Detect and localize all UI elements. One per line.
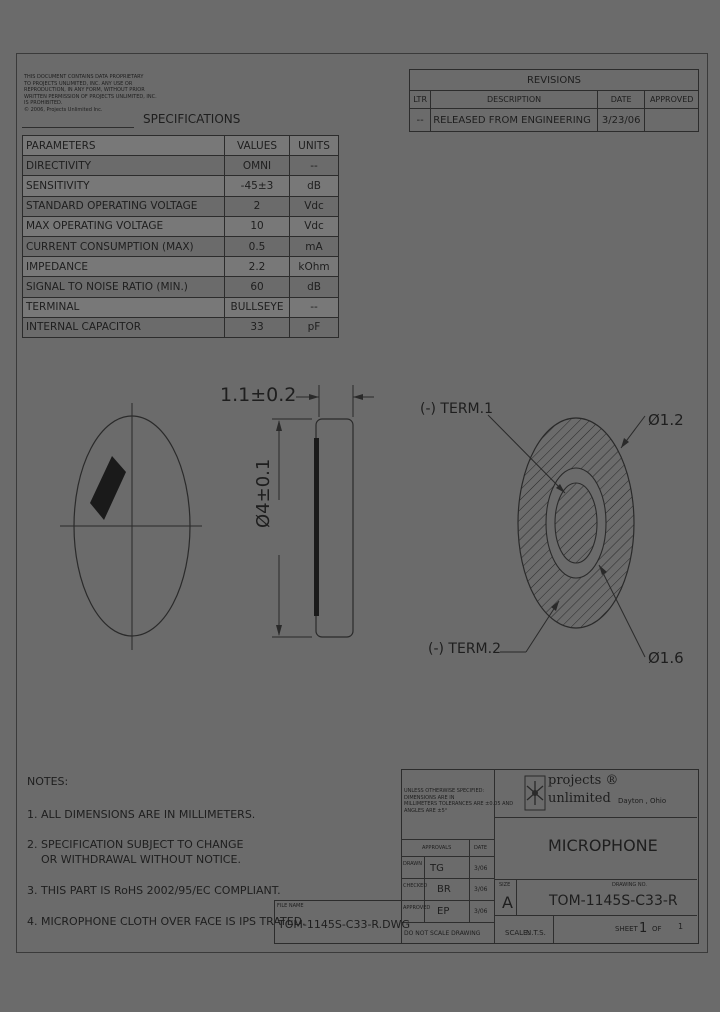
unit-cell: -- xyxy=(290,297,339,317)
diameter-dimension: Ø4±0.1 xyxy=(253,458,274,528)
param-cell: STANDARD OPERATING VOLTAGE xyxy=(23,196,225,216)
tb-divider xyxy=(553,915,554,943)
company-location: Dayton , Ohio xyxy=(618,797,667,805)
arrowhead xyxy=(276,420,282,431)
arrowhead xyxy=(353,394,363,400)
tb-divider xyxy=(401,839,495,840)
cloth-face-marking xyxy=(90,456,126,520)
size-value: A xyxy=(502,893,513,912)
approved-by: EP xyxy=(437,906,450,917)
specifications-heading: SPECIFICATIONS xyxy=(143,112,241,126)
size-label: SIZE xyxy=(499,882,511,888)
do-not-scale-note: DO NOT SCALE DRAWING xyxy=(404,930,481,937)
param-cell: SENSITIVITY xyxy=(23,176,225,196)
checked-label: CHECKED xyxy=(403,883,428,889)
company-name-line1: projects ® xyxy=(548,773,619,788)
checked-by: BR xyxy=(437,884,451,895)
drawn-by: TG xyxy=(430,863,444,874)
drawing-number: TOM-1145S-C33-R xyxy=(549,893,678,909)
approved-date: 3/06 xyxy=(474,908,488,915)
checked-date: 3/06 xyxy=(474,886,488,893)
unit-cell: dB xyxy=(290,176,339,196)
param-cell: MAX OPERATING VOLTAGE xyxy=(23,216,225,236)
notice-line: TO PROJECTS UNLIMITED, INC. ANY USE OR xyxy=(24,80,133,87)
notice-line: © 2006, Projects Unlimited Inc. xyxy=(24,106,103,113)
tb-divider xyxy=(401,878,495,879)
header-parameters: PARAMETERS xyxy=(23,136,225,156)
term1-label: (-) TERM.1 xyxy=(420,401,493,417)
notice-line: THIS DOCUMENT CONTAINS DATA PROPRIETARY xyxy=(24,74,144,80)
drawn-date: 3/06 xyxy=(474,865,488,872)
unit-cell: Vdc xyxy=(290,196,339,216)
unit-cell: Vdc xyxy=(290,216,339,236)
drawn-label: DRAWN xyxy=(403,861,422,867)
tolerance-line: ANGLES ARE ±5° xyxy=(404,807,448,814)
tb-divider xyxy=(516,879,517,915)
value-cell: 33 xyxy=(225,317,290,337)
tb-divider xyxy=(424,856,425,922)
param-cell: INTERNAL CAPACITOR xyxy=(23,317,225,337)
date-header: DATE xyxy=(474,845,488,851)
notice-line: REPRODUCTION, IN ANY FORM, WITHOUT PRIOR xyxy=(24,87,145,94)
tb-divider xyxy=(494,879,697,880)
sheet-total: 1 xyxy=(678,922,684,931)
notes-title: NOTES: xyxy=(27,775,69,788)
arrowhead xyxy=(276,625,282,636)
value-cell: BULLSEYE xyxy=(225,297,290,317)
note-item: 1. ALL DIMENSIONS ARE IN MILLIMETERS. xyxy=(27,808,256,821)
tolerance-note xyxy=(404,788,513,814)
header-description: DESCRIPTION xyxy=(431,91,598,109)
rear-view xyxy=(488,415,645,657)
unit-cell: dB xyxy=(290,277,339,297)
approvals-header: APPROVALS xyxy=(422,845,452,851)
outer-diameter-label: Ø1.6 xyxy=(648,649,684,667)
revisions-title: REVISIONS xyxy=(410,70,699,91)
front-view xyxy=(60,403,202,650)
tb-divider xyxy=(469,839,470,922)
tb-divider xyxy=(494,915,697,916)
value-cell: -45±3 xyxy=(225,176,290,196)
value-cell: 60 xyxy=(225,277,290,297)
scale-label: SCALE: xyxy=(505,929,530,937)
rev-description: RELEASED FROM ENGINEERING xyxy=(431,109,598,132)
header-values: VALUES xyxy=(225,136,290,156)
value-cell: 10 xyxy=(225,216,290,236)
term2-label: (-) TERM.2 xyxy=(428,641,501,657)
sheet-number: 1 xyxy=(639,921,648,936)
note-item: OR WITHDRAWAL WITHOUT NOTICE. xyxy=(41,853,241,866)
note-item: 2. SPECIFICATION SUBJECT TO CHANGE xyxy=(27,838,244,851)
param-cell: IMPEDANCE xyxy=(23,257,225,277)
unit-cell: -- xyxy=(290,156,339,176)
tb-divider xyxy=(401,922,495,923)
tb-divider xyxy=(401,856,495,857)
side-view-outline xyxy=(316,419,353,637)
header-date: DATE xyxy=(597,91,644,109)
tolerance-line: DIMENSIONS ARE IN xyxy=(404,794,455,801)
approved-label: APPROVED xyxy=(403,905,431,911)
value-cell: 2 xyxy=(225,196,290,216)
unit-cell: mA xyxy=(290,236,339,256)
drawing-no-label: DRAWING NO. xyxy=(612,882,647,888)
value-cell: 2.2 xyxy=(225,257,290,277)
tolerance-line: UNLESS OTHERWISE SPECIFIED: xyxy=(404,788,485,794)
value-cell: 0.5 xyxy=(225,236,290,256)
sheet-label: SHEET xyxy=(615,925,638,933)
header-units: UNITS xyxy=(290,136,339,156)
notice-line: IS PROHIBITED. xyxy=(24,100,63,107)
rev-ltr: -- xyxy=(410,109,431,132)
arrowhead xyxy=(309,394,319,400)
param-cell: CURRENT CONSUMPTION (MAX) xyxy=(23,236,225,256)
param-cell: TERMINAL xyxy=(23,297,225,317)
file-name-label: FILE NAME xyxy=(277,903,304,909)
thickness-dimension: 1.1±0.2 xyxy=(220,384,297,406)
note-item: 3. THIS PART IS RoHS 2002/95/EC COMPLIANT. xyxy=(27,884,281,897)
param-cell: SIGNAL TO NOISE RATIO (MIN.) xyxy=(23,277,225,297)
rev-date: 3/23/06 xyxy=(597,109,644,132)
note-item: 4. MICROPHONE CLOTH OVER FACE IS IPS TRATED. xyxy=(27,915,306,928)
notice-line: WRITTEN PERMISSION OF PROJECTS UNLIMITED, INC. xyxy=(24,93,157,100)
inner-diameter-label: Ø1.2 xyxy=(648,411,684,429)
side-terminal-strip xyxy=(314,438,319,616)
side-view xyxy=(272,385,374,637)
header-ltr: LTR xyxy=(410,91,431,109)
company-name-line2: unlimited xyxy=(548,791,611,806)
value-cell: OMNI xyxy=(225,156,290,176)
header-approved: APPROVED xyxy=(645,91,699,109)
unit-cell: pF xyxy=(290,317,339,337)
center-terminal xyxy=(555,483,597,563)
unit-cell: kOhm xyxy=(290,257,339,277)
of-label: OF xyxy=(652,925,662,933)
param-cell: DIRECTIVITY xyxy=(23,156,225,176)
drawing-title: MICROPHONE xyxy=(548,836,658,855)
tolerance-line: MILLIMETERS TOLERANCES ARE ±0.05 AND xyxy=(404,801,514,808)
tb-divider xyxy=(401,900,495,901)
scale-value: N.T.S. xyxy=(526,929,546,937)
file-name: TOM-1145S-C33-R.DWG xyxy=(278,918,411,931)
tb-divider xyxy=(494,817,697,818)
